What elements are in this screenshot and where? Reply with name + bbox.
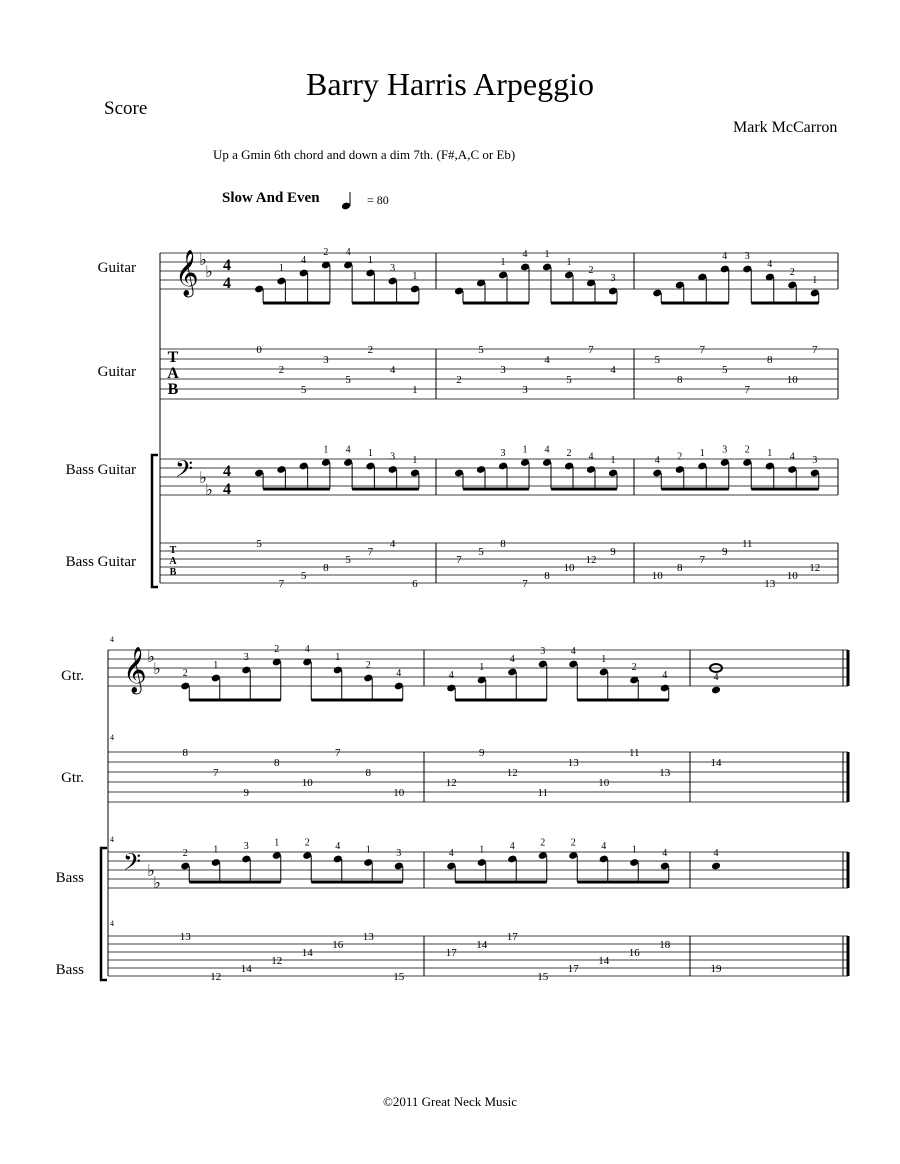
- flat-icon: ♭: [205, 482, 213, 499]
- bass-tab-number: 8: [544, 570, 550, 582]
- bass-fingering: 3: [500, 448, 506, 459]
- composer: Mark McCarron: [733, 119, 838, 136]
- instrument-label: Gtr.: [61, 770, 84, 786]
- guitar-tab-number: 8: [677, 374, 683, 386]
- guitar-fingering: 4: [304, 644, 310, 655]
- guitar-fingering: 4: [301, 255, 307, 266]
- guitar-tab-number: 12: [445, 777, 457, 789]
- bass-fingering: 4: [448, 848, 454, 859]
- bass-tab-number: 16: [332, 939, 344, 951]
- bass-tab-number: 7: [699, 554, 705, 566]
- bass-fingering: 1: [522, 444, 528, 456]
- guitar-tab-number: 9: [243, 787, 249, 799]
- guitar-fingering: 4: [448, 670, 454, 681]
- bass-tab-number: 12: [809, 562, 821, 574]
- bass-tab-number: 5: [256, 538, 262, 550]
- guitar-tab-number: 2: [278, 364, 285, 376]
- bass-tab-number: 6: [412, 578, 418, 590]
- bass-tab-number: 14: [301, 947, 313, 959]
- time-signature: 4: [223, 463, 231, 480]
- bass-tab-number: 7: [278, 578, 285, 590]
- tab-clef-icon: A: [169, 556, 177, 567]
- flat-icon: ♭: [205, 264, 213, 281]
- guitar-tab-number: 4: [544, 354, 550, 366]
- guitar-fingering: 2: [789, 267, 795, 278]
- bass-tab-number: 7: [522, 578, 528, 590]
- bass-tab-number: 7: [456, 554, 462, 566]
- guitar-fingering: 2: [588, 265, 594, 276]
- time-signature: 4: [223, 481, 231, 498]
- guitar-fingering: 1: [544, 249, 550, 260]
- subtitle: Up a Gmin 6th chord and down a dim 7th. (F#,A,C or Eb): [213, 147, 516, 162]
- copyright: ©2011 Great Neck Music: [383, 1094, 517, 1109]
- bass-tab-number: 15: [537, 971, 549, 983]
- instrument-label: Gtr.: [61, 668, 84, 684]
- bass-bracket: [101, 848, 107, 980]
- treble-clef-icon: 𝄞: [123, 647, 147, 692]
- instrument-label: Bass Guitar: [65, 462, 136, 478]
- bass-fingering: 1: [367, 448, 373, 459]
- bass-fingering: 4: [345, 444, 351, 456]
- guitar-fingering: 1: [213, 660, 219, 671]
- bass-tab-number: 5: [300, 570, 307, 582]
- guitar-fingering: 3: [610, 273, 616, 284]
- flat-icon: ♭: [147, 649, 155, 666]
- bass-tab-number: 14: [476, 939, 488, 951]
- bass-tab-number: 8: [323, 562, 329, 574]
- flat-icon: ♭: [199, 252, 207, 269]
- guitar-tab-number: 7: [588, 344, 594, 356]
- bass-fingering: 4: [654, 455, 660, 466]
- guitar-tab-number: 10: [393, 787, 405, 799]
- page-title: Barry Harris Arpeggio: [306, 66, 594, 102]
- guitar-fingering: 2: [182, 668, 188, 679]
- bass-tab-number: 9: [722, 546, 728, 558]
- bass-tab-number: 15: [393, 971, 405, 983]
- measure-number: 4: [110, 835, 114, 844]
- guitar-fingering: 1: [812, 275, 818, 286]
- bass-fingering: 2: [540, 837, 546, 849]
- bass-tab-number: 13: [764, 578, 776, 590]
- bass-tab-number: 5: [345, 554, 351, 566]
- guitar-tab-number: 3: [500, 364, 506, 376]
- guitar-fingering: 1: [566, 257, 572, 268]
- guitar-fingering: 3: [243, 652, 249, 663]
- bass-tab-number: 14: [598, 955, 610, 967]
- guitar-tab-number: 7: [744, 384, 750, 396]
- tab-clef-icon: B: [167, 381, 179, 398]
- bass-tab-number: 4: [389, 538, 396, 550]
- guitar-tab-number: 7: [699, 344, 705, 356]
- guitar-tab-number: 8: [182, 747, 188, 759]
- bass-fingering: 4: [601, 841, 607, 852]
- bass-tab-number: 8: [677, 562, 683, 574]
- guitar-tab-number: 2: [367, 344, 374, 356]
- bass-fingering: 1: [631, 844, 637, 856]
- guitar-fingering: 1: [500, 257, 506, 268]
- guitar-tab-number: 5: [654, 354, 660, 366]
- tab-clef-icon: T: [167, 349, 179, 366]
- bass-fingering: 4: [335, 841, 341, 852]
- bass-fingering: 1: [274, 837, 280, 849]
- bass-fingering: 1: [479, 844, 485, 856]
- bass-tab-number: 12: [585, 554, 597, 566]
- tab-clef-icon: B: [169, 567, 177, 578]
- guitar-fingering: 1: [367, 255, 373, 266]
- bass-fingering: 2: [304, 837, 310, 849]
- bass-tab-number: 11: [741, 538, 753, 550]
- guitar-fingering: 2: [274, 644, 280, 655]
- instrument-label: Bass Guitar: [65, 554, 136, 570]
- guitar-tab-number: 11: [537, 787, 549, 799]
- bass-tab-number: 10: [563, 562, 575, 574]
- instrument-label: Bass: [55, 962, 84, 978]
- bass-fingering: 2: [677, 451, 683, 463]
- guitar-fingering: 1: [335, 652, 341, 663]
- bass-tab-number: 9: [610, 546, 616, 558]
- guitar-fingering: 4: [345, 247, 351, 258]
- flat-icon: ♭: [153, 875, 161, 892]
- guitar-fingering: 1: [601, 654, 607, 665]
- guitar-fingering: 2: [323, 247, 329, 258]
- flat-icon: ♭: [199, 470, 207, 487]
- bass-fingering: 4: [588, 451, 594, 463]
- bass-tab-number: 12: [271, 955, 283, 967]
- measure-number: 4: [110, 919, 114, 928]
- tempo-value: = 80: [367, 193, 389, 207]
- guitar-tab-number: 5: [300, 384, 307, 396]
- guitar-fingering: 4: [662, 670, 668, 681]
- bass-tab-number: 17: [506, 931, 518, 943]
- bass-fingering: 3: [390, 451, 396, 463]
- bass-fingering: 1: [213, 844, 219, 856]
- guitar-tab-number: 1: [412, 384, 418, 396]
- bass-fingering: 3: [812, 455, 818, 466]
- score-label: Score: [104, 98, 148, 119]
- bass-tab-number: 16: [628, 947, 640, 959]
- bass-fingering: 2: [744, 444, 750, 456]
- bass-tab-number: 12: [210, 971, 222, 983]
- bass-fingering: 1: [767, 448, 773, 459]
- guitar-note: [711, 686, 721, 695]
- guitar-tab-number: 12: [506, 767, 518, 779]
- guitar-tab-number: 7: [812, 344, 818, 356]
- time-signature: 4: [223, 257, 231, 274]
- bass-tab-number: 10: [786, 570, 798, 582]
- bass-tab-number: 18: [659, 939, 671, 951]
- guitar-tab-number: 10: [301, 777, 313, 789]
- bass-fingering: 4: [509, 841, 515, 852]
- bass-tab-number: 10: [651, 570, 663, 582]
- guitar-tab-number: 7: [335, 747, 341, 759]
- instrument-label: Guitar: [97, 364, 136, 380]
- time-signature: 4: [223, 275, 231, 292]
- guitar-tab-number: 5: [566, 374, 572, 386]
- guitar-tab-number: 4: [389, 364, 396, 376]
- guitar-fingering: 1: [479, 662, 485, 673]
- guitar-fingering: 4: [713, 672, 719, 683]
- guitar-tab-number: 5: [345, 374, 351, 386]
- guitar-fingering: 4: [522, 249, 528, 260]
- guitar-tab-number: 5: [722, 364, 728, 376]
- guitar-fingering: 2: [365, 660, 371, 671]
- bass-tab-number: 14: [240, 963, 252, 975]
- bass-fingering: 1: [699, 448, 705, 459]
- guitar-tab-number: 10: [598, 777, 610, 789]
- bass-clef-icon: 𝄢: [175, 457, 194, 488]
- guitar-tab-number: 8: [274, 757, 280, 769]
- guitar-tab-number: 14: [710, 757, 722, 769]
- guitar-tab-number: 3: [323, 354, 329, 366]
- guitar-fingering: 4: [570, 646, 576, 657]
- guitar-fingering: 3: [390, 263, 396, 274]
- guitar-tab-number: 3: [522, 384, 528, 396]
- bass-fingering: 4: [713, 848, 719, 859]
- bass-fingering: 4: [662, 848, 668, 859]
- tab-clef-icon: A: [167, 365, 179, 382]
- bass-fingering: 3: [722, 444, 728, 456]
- bass-fingering: 3: [396, 848, 402, 859]
- bass-tab-number: 17: [445, 947, 457, 959]
- guitar-tab-number: 13: [567, 757, 579, 769]
- guitar-fingering: 4: [509, 654, 515, 665]
- guitar-tab-number: 11: [628, 747, 640, 759]
- measure-number: 4: [110, 733, 114, 742]
- guitar-fingering: 2: [631, 662, 637, 673]
- measure-number: 4: [110, 635, 114, 644]
- bass-fingering: 4: [544, 444, 550, 456]
- guitar-tab-number: 4: [610, 364, 616, 376]
- flat-icon: ♭: [153, 661, 161, 678]
- treble-clef-icon: 𝄞: [175, 250, 199, 295]
- tab-clef-icon: T: [169, 545, 177, 556]
- guitar-fingering: 4: [396, 668, 402, 679]
- tempo-marking: Slow And Even: [222, 190, 320, 206]
- instrument-label: Bass: [55, 870, 84, 886]
- guitar-tab-number: 8: [365, 767, 371, 779]
- bass-fingering: 2: [570, 837, 576, 849]
- bass-tab-number: 19: [710, 963, 722, 975]
- guitar-fingering: 3: [744, 251, 750, 262]
- bass-fingering: 1: [412, 455, 418, 466]
- bass-tab-number: 5: [478, 546, 484, 558]
- bass-fingering: 2: [182, 848, 188, 859]
- bass-tab-number: 13: [179, 931, 191, 943]
- bass-fingering: 1: [365, 844, 371, 856]
- guitar-tab-number: 0: [256, 344, 262, 356]
- guitar-tab-number: 5: [478, 344, 484, 356]
- bass-tab-number: 17: [567, 963, 579, 975]
- flat-icon: ♭: [147, 863, 155, 880]
- bass-fingering: 2: [566, 448, 572, 459]
- guitar-tab-number: 7: [213, 767, 219, 779]
- instrument-label: Guitar: [97, 260, 136, 276]
- guitar-tab-number: 2: [456, 374, 462, 386]
- guitar-tab-number: 8: [767, 354, 773, 366]
- bass-tab-number: 8: [500, 538, 506, 550]
- bass-clef-icon: 𝄢: [123, 850, 142, 881]
- guitar-fingering: 4: [722, 251, 728, 262]
- guitar-tab-number: 9: [479, 747, 485, 759]
- bass-bracket: [152, 455, 158, 587]
- bass-fingering: 4: [789, 451, 795, 463]
- bass-tab-number: 7: [367, 546, 374, 558]
- guitar-tab-number: 10: [786, 374, 798, 386]
- guitar-fingering: 1: [412, 271, 418, 282]
- guitar-tab-number: 13: [659, 767, 671, 779]
- bass-fingering: 3: [243, 841, 249, 852]
- guitar-fingering: 3: [540, 646, 546, 657]
- bass-tab-number: 13: [362, 931, 374, 943]
- guitar-fingering: 1: [278, 263, 284, 274]
- bass-note: [711, 862, 721, 871]
- guitar-fingering: 4: [767, 259, 773, 270]
- bass-fingering: 1: [610, 455, 616, 466]
- bass-fingering: 1: [323, 444, 329, 456]
